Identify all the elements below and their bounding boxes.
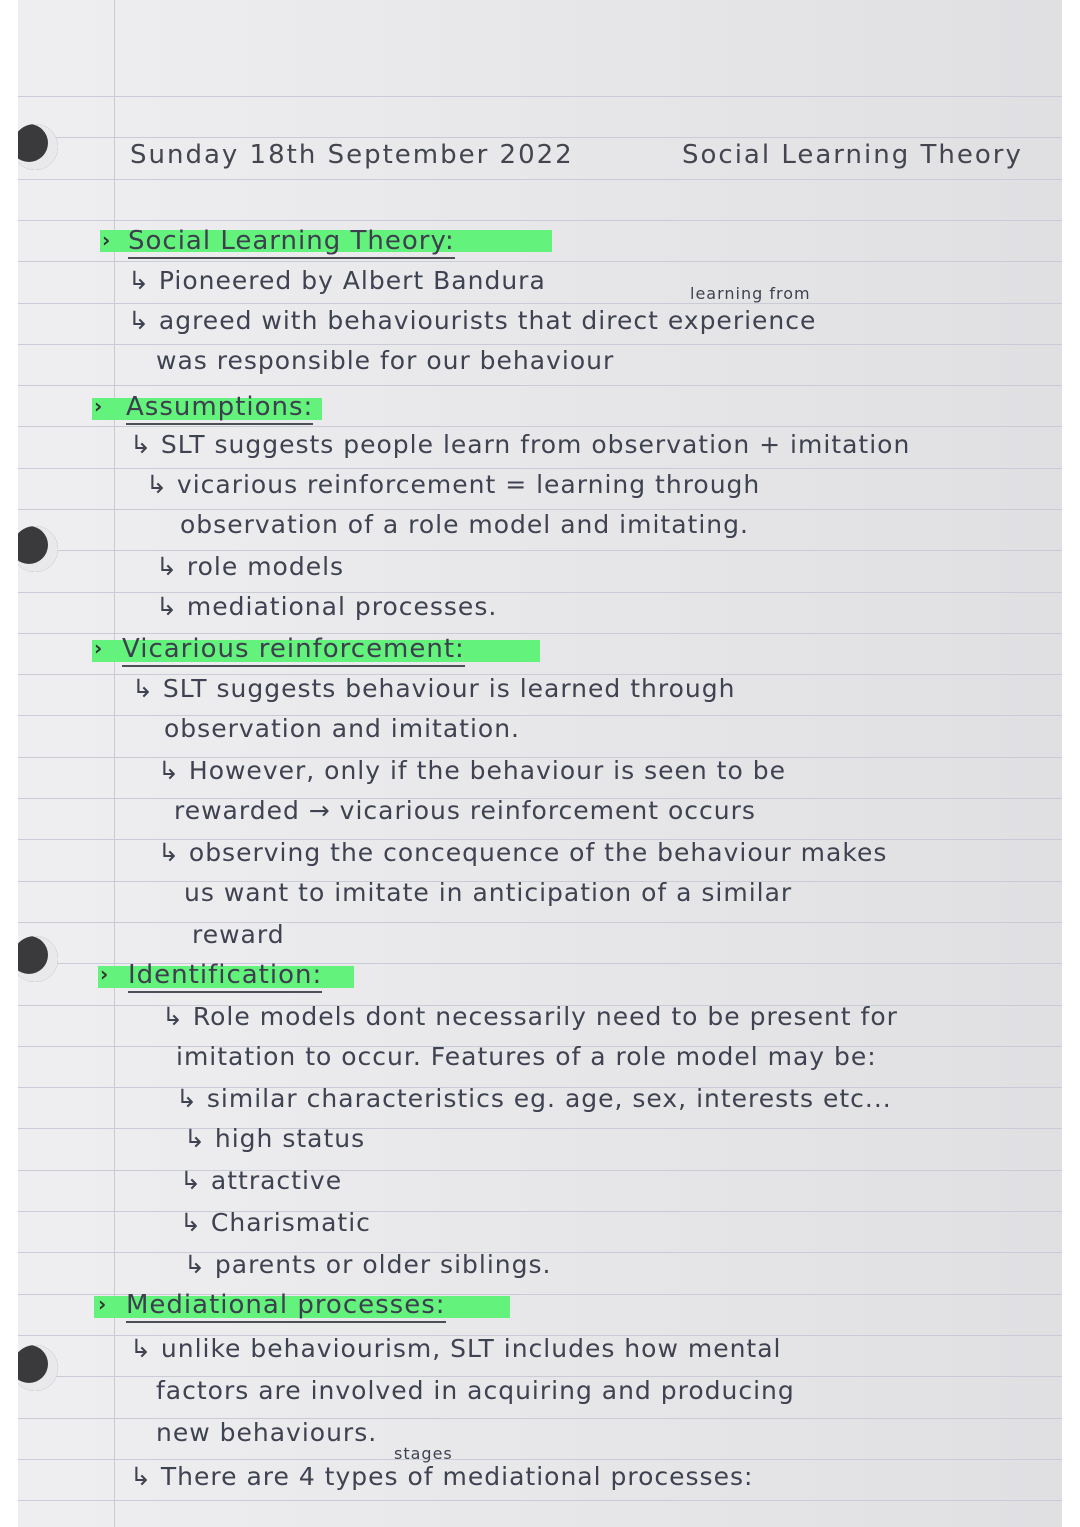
ruled-line	[18, 179, 1062, 180]
section-heading: Mediational processes:	[126, 1290, 446, 1323]
note-line: ↳ mediational processes.	[156, 592, 498, 621]
bullet-arrow-icon: ›	[100, 962, 109, 986]
note-line: reward	[192, 920, 285, 949]
ruled-line	[18, 220, 1062, 221]
punch-hole-icon	[18, 124, 58, 170]
ruled-line	[18, 261, 1062, 262]
note-line: ↳ There are 4 types of mediational processes:	[130, 1462, 754, 1491]
ruled-line	[18, 1170, 1062, 1171]
note-line: ↳ attractive	[180, 1166, 343, 1195]
ruled-line	[18, 385, 1062, 386]
note-line: ↳ Pioneered by Albert Bandura	[128, 266, 546, 295]
section-heading: Social Learning Theory:	[128, 226, 455, 259]
note-line: ↳ SLT suggests people learn from observation + imitation	[130, 430, 911, 459]
bullet-arrow-icon: ›	[98, 1292, 107, 1316]
ruled-line	[18, 1500, 1062, 1501]
punch-hole-icon	[18, 1345, 58, 1391]
bullet-arrow-icon: ›	[94, 394, 103, 418]
note-line: ↳ agreed with behaviourists that direct experience	[128, 306, 817, 335]
note-line: ↳ SLT suggests behaviour is learned through	[132, 674, 736, 703]
note-line: ↳ similar characteristics eg. age, sex, interests etc...	[176, 1084, 892, 1113]
bullet-arrow-icon: ›	[102, 228, 111, 252]
note-line: observation of a role model and imitating.	[180, 510, 749, 539]
section-heading: Identification:	[128, 960, 322, 993]
ruled-line	[18, 344, 1062, 345]
note-line: factors are involved in acquiring and producing	[156, 1376, 795, 1405]
ruled-line	[18, 303, 1062, 304]
note-line: ↳ However, only if the behaviour is seen to be	[158, 756, 786, 785]
note-line: ↳ Role models dont necessarily need to be present for	[162, 1002, 898, 1031]
ruled-line	[18, 426, 1062, 427]
punch-hole-icon	[18, 936, 58, 982]
note-line: ↳ observing the concequence of the behaviour makes	[158, 838, 888, 867]
note-line: ↳ unlike behaviourism, SLT includes how mental	[130, 1334, 782, 1363]
note-line: ↳ Charismatic	[180, 1208, 371, 1237]
page-date: Sunday 18th September 2022	[130, 140, 574, 170]
note-line: observation and imitation.	[164, 714, 520, 743]
note-line: imitation to occur. Features of a role model may be:	[176, 1042, 877, 1071]
ruled-line	[18, 550, 1062, 551]
ruled-line	[18, 922, 1062, 923]
ruled-line	[18, 137, 1062, 138]
insert-annotation: stages	[394, 1444, 453, 1463]
ruled-line	[18, 1128, 1062, 1129]
note-line: us want to imitate in anticipation of a similar	[184, 878, 793, 907]
note-line: ↳ vicarious reinforcement = learning through	[146, 470, 761, 499]
note-line: ↳ role models	[156, 552, 345, 581]
section-heading: Vicarious reinforcement:	[122, 634, 465, 667]
note-line: ↳ high status	[184, 1124, 366, 1153]
ruled-line	[18, 1211, 1062, 1212]
page-subject: Social Learning Theory	[682, 140, 1023, 170]
section-heading: Assumptions:	[126, 392, 313, 425]
insert-annotation: learning from	[690, 284, 811, 303]
note-line: ↳ parents or older siblings.	[184, 1250, 552, 1279]
note-line: was responsible for our behaviour	[156, 346, 615, 375]
notebook-page	[18, 0, 1062, 1527]
ruled-line	[18, 96, 1062, 97]
note-line: rewarded → vicarious reinforcement occurs	[174, 796, 756, 825]
bullet-arrow-icon: ›	[94, 636, 103, 660]
note-line: new behaviours.	[156, 1418, 378, 1447]
ruled-line	[18, 1459, 1062, 1460]
punch-hole-icon	[18, 526, 58, 572]
ruled-line	[18, 468, 1062, 469]
